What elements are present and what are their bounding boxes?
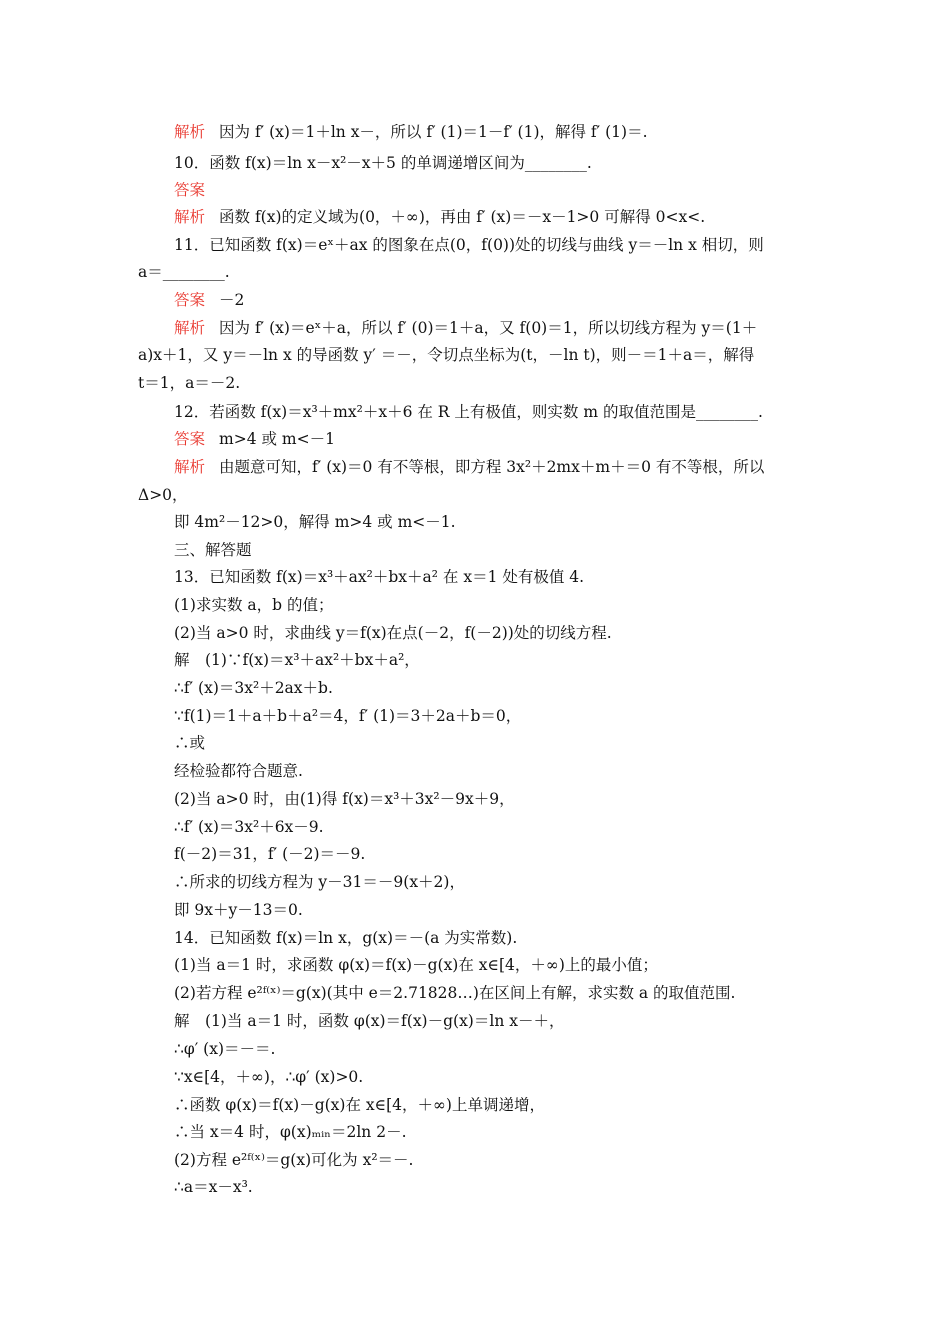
answer-line: [174, 290, 244, 310]
line-text: f(－2)＝31，f′ (－2)＝－9.: [174, 845, 366, 863]
solution-line: [174, 844, 365, 864]
solution-line: [174, 872, 465, 892]
question-11: [174, 235, 764, 255]
line-text: (2)若方程 e²ᶠ⁽ˣ⁾＝g(x)(其中 e＝2.71828…)在区间上有解，求实数 a 的取值范围.: [174, 984, 736, 1002]
question-11-cont: [138, 262, 230, 282]
line-text: 13．已知函数 f(x)＝x³＋ax²＋bx＋a² 在 x＝1 处有极值 4.: [174, 568, 585, 586]
line-text: 三、解答题: [174, 541, 252, 559]
solution-line: [174, 1177, 253, 1197]
line-text: ∴a＝x－x³.: [174, 1178, 253, 1196]
section-heading: [174, 540, 252, 560]
line-text: 因为 f′ (x)＝eˣ＋a，所以 f′ (0)＝1＋a，又 f(0)＝1，所以切线方程为 y＝(1＋: [219, 319, 758, 337]
answer-label: 答案: [174, 430, 206, 448]
line-text: (2)当 a>0 时，求曲线 y＝f(x)在点(－2，f(－2))处的切线方程.: [174, 624, 612, 642]
solution-line: [174, 789, 515, 809]
analysis-line: [174, 122, 648, 142]
solution-line: [174, 1039, 275, 1059]
solution-line: [174, 706, 521, 726]
line-text: a＝________.: [138, 263, 230, 281]
analysis-cont: [138, 345, 754, 365]
answer-line: [174, 180, 219, 200]
line-text: ∴f′ (x)＝3x²＋2ax＋b.: [174, 679, 333, 697]
line-text: (1)当 a＝1 时，求函数 φ(x)＝f(x)－g(x)在 x∈[4，＋∞)上的最小值；: [174, 956, 658, 974]
line-text: Δ>0，: [138, 486, 188, 504]
analysis-label: 解析: [174, 458, 206, 476]
analysis-cont: [138, 485, 188, 505]
analysis-line: [174, 318, 757, 338]
line-text: m>4 或 m<－1: [219, 430, 335, 448]
line-text: 即 9x＋y－13＝0.: [174, 901, 303, 919]
line-text: 11．已知函数 f(x)＝eˣ＋ax 的图象在点(0，f(0))处的切线与曲线 y＝－ln x 相切，则: [174, 236, 764, 254]
solution-line: [174, 1011, 564, 1031]
question-14: [174, 928, 517, 948]
analysis-cont: [138, 373, 240, 393]
analysis-label: 解析: [174, 319, 206, 337]
line-text: 解 (1)当 a＝1 时，函数 φ(x)＝f(x)－g(x)＝ln x－＋，: [174, 1012, 565, 1030]
line-text: t＝1，a＝－2.: [138, 374, 241, 392]
line-text: (2)当 a>0 时，由(1)得 f(x)＝x³＋3x²－9x＋9，: [174, 790, 515, 808]
line-text: ∴f′ (x)＝3x²＋6x－9.: [174, 818, 324, 836]
question-13-part-2: [174, 623, 612, 643]
solution-line: [174, 817, 324, 837]
line-text: －2: [219, 291, 245, 309]
line-text: 解 (1)∵f(x)＝x³＋ax²＋bx＋a²，: [174, 651, 420, 669]
line-text: 12．若函数 f(x)＝x³＋mx²＋x＋6 在 R 上有极值，则实数 m 的取值范围是________.: [174, 403, 763, 421]
line-text: a)x＋1，又 y＝－ln x 的导函数 y′ ＝－，令切点坐标为(t，－ln t)，则－＝1＋a＝，解得: [138, 346, 755, 364]
solution-line: [174, 1095, 545, 1115]
line-text: (2)方程 e²ᶠ⁽ˣ⁾＝g(x)可化为 x²＝－.: [174, 1151, 414, 1169]
question-12: [174, 402, 763, 422]
line-text: ∴当 x＝4 时，φ(x)ₘᵢₙ＝2ln 2－.: [174, 1123, 407, 1141]
question-13: [174, 567, 584, 587]
solution-line: [174, 678, 333, 698]
line-text: ∵x∈[4，＋∞)，∴φ′ (x)>0.: [174, 1068, 364, 1086]
solution-line: [174, 900, 303, 920]
question-14-part-2: [174, 983, 735, 1003]
line-text: 函数 f(x)的定义域为(0，＋∞)，再由 f′ (x)＝－x－1>0 可解得 0<x<.: [219, 208, 706, 226]
analysis-cont: [174, 512, 456, 532]
solution-line: [174, 650, 420, 670]
line-text: ∵f(1)＝1＋a＋b＋a²＝4，f′ (1)＝3＋2a＋b＝0，: [174, 707, 522, 725]
solution-line: [174, 733, 205, 753]
line-text: 14．已知函数 f(x)＝ln x，g(x)＝－(a 为实常数).: [174, 929, 518, 947]
analysis-line: [174, 457, 764, 477]
solution-line: [174, 1122, 407, 1142]
analysis-label: 解析: [174, 208, 206, 226]
solution-line: [174, 761, 303, 781]
line-text: 经检验都符合题意.: [174, 762, 303, 780]
line-text: ∴φ′ (x)＝－＝.: [174, 1040, 276, 1058]
question-10: [174, 153, 592, 173]
line-text: ∴所求的切线方程为 y－31＝－9(x＋2)，: [174, 873, 465, 891]
line-text: ∴或: [174, 734, 206, 752]
analysis-line: [174, 207, 705, 227]
line-text: ∴函数 φ(x)＝f(x)－g(x)在 x∈[4，＋∞)上单调递增，: [174, 1096, 545, 1114]
solution-line: [174, 1067, 363, 1087]
solution-line: [174, 1150, 413, 1170]
answer-line: [174, 429, 335, 449]
line-text: 即 4m²－12>0，解得 m>4 或 m<－1.: [174, 513, 456, 531]
question-14-part-1: [174, 955, 658, 975]
answer-label: 答案: [174, 181, 206, 199]
line-text: 10．函数 f(x)＝ln x－x²－x＋5 的单调递增区间为________.: [174, 154, 592, 172]
line-text: (1)求实数 a，b 的值；: [174, 596, 334, 614]
answer-label: 答案: [174, 291, 206, 309]
line-text: 因为 f′ (x)＝1＋ln x－，所以 f′ (1)＝1－f′ (1)，解得 f′ (1)＝.: [219, 123, 648, 141]
analysis-label: 解析: [174, 123, 206, 141]
line-text: 由题意可知，f′ (x)＝0 有不等根，即方程 3x²＋2mx＋m＋＝0 有不等根，所以: [219, 458, 765, 476]
question-13-part-1: [174, 595, 333, 615]
